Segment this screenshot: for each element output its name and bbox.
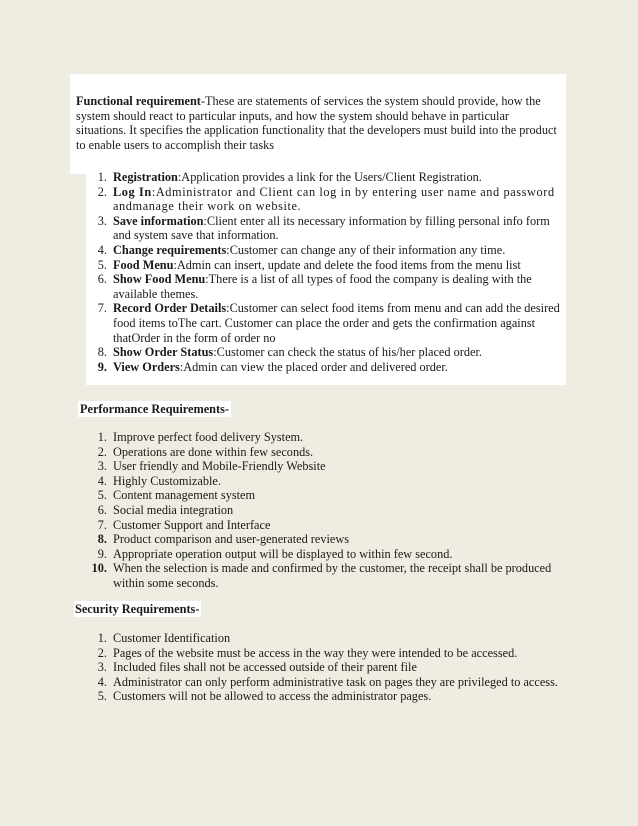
item-text: :Admin can insert, update and delete the food items from the menu list: [173, 257, 521, 272]
list-item: [97, 674, 563, 690]
item-text: :Customer can check the status of his/her placed order.: [213, 345, 482, 360]
item-number: 10.: [91, 561, 107, 576]
list-item: [97, 689, 563, 704]
item-number: 3.: [97, 660, 107, 675]
item-text: Customer Identification: [113, 631, 231, 645]
item-term: View Orders: [113, 359, 180, 374]
list-item: [97, 242, 563, 258]
item-number: 4.: [97, 674, 107, 689]
list-item: [97, 301, 563, 345]
item-number: 8.: [97, 532, 107, 547]
list-item: [97, 546, 563, 562]
item-text: Operations are done within few seconds.: [113, 444, 314, 459]
list-item: [97, 170, 563, 185]
list-item: [97, 184, 563, 214]
list-item: [97, 459, 563, 474]
item-number: 7.: [97, 301, 107, 316]
item-term: Change requirements: [113, 242, 227, 257]
item-text: Pages of the website must be access in the way they were intended to be accessed.: [113, 645, 518, 660]
item-term: Record Order Details: [113, 301, 227, 316]
list-item: [97, 345, 563, 360]
list-item: [97, 488, 563, 503]
item-term: Log In: [113, 184, 152, 199]
list-item: [97, 532, 563, 547]
item-term: Show Food Menu: [113, 272, 206, 287]
item-text: :Application provides a link for the Users/Client Registration.: [177, 170, 482, 184]
item-text: Improve perfect food delivery System.: [113, 430, 304, 444]
item-term: Food Menu: [113, 257, 174, 272]
security-heading-text: Security Requirements-: [75, 602, 200, 616]
item-number: 1.: [97, 631, 107, 645]
item-text: :There is a list of all types of food the company is dealing with the available themes.: [113, 272, 532, 301]
item-number: 4.: [97, 473, 107, 488]
list-item: [97, 631, 563, 646]
list-item: [97, 502, 563, 518]
list-item: [97, 473, 563, 489]
item-number: 3.: [97, 459, 107, 474]
item-text: Appropriate operation output will be displayed to within few second.: [113, 546, 453, 561]
item-text: :Client enter all its necessary information by filling personal info form and system save that information.: [113, 213, 550, 243]
item-term: Show Order Status: [113, 345, 214, 360]
item-text: :Administrator and Client can log in by entering user name and password andmanage their work on website.: [113, 184, 555, 214]
functional-paragraph: [76, 94, 562, 152]
performance-heading: [78, 402, 231, 417]
item-term: Registration: [113, 170, 178, 184]
list-item: [97, 213, 563, 243]
list-item: [97, 257, 563, 273]
item-number: 9.: [97, 546, 107, 561]
item-text: Social media integration: [113, 502, 234, 517]
item-number: 2.: [97, 184, 107, 199]
functional-heading: Functional requirement: [76, 94, 201, 108]
item-number: 9.: [97, 359, 107, 374]
item-number: 5.: [97, 488, 107, 503]
item-term: Save information: [113, 213, 204, 228]
item-text: :Admin can view the placed order and delivered order.: [179, 359, 448, 374]
item-number: 4.: [97, 242, 107, 257]
performance-heading-text: Performance Requirements-: [80, 402, 229, 416]
item-text: Included files shall not be accessed outside of their parent file: [113, 660, 417, 675]
list-item: [91, 561, 563, 590]
item-number: 2.: [97, 444, 107, 459]
item-number: 1.: [97, 170, 107, 184]
item-number: 1.: [97, 430, 107, 444]
item-text: User friendly and Mobile-Friendly Website: [113, 459, 326, 474]
item-text: When the selection is made and confirmed by the customer, the receipt shall be produced within some seconds.: [113, 561, 552, 590]
item-number: 8.: [97, 345, 107, 360]
item-text: Product comparison and user-generated reviews: [113, 532, 350, 547]
list-item: [97, 430, 563, 445]
security-heading: [74, 602, 201, 617]
item-text: Content management system: [113, 488, 256, 503]
functional-text: -These are statements of services the system should provide, how the system should react to particular inputs, and how the system should behave in particular situations. It specifies the application functionality that the developers must build into the product to enable users to accomplish their tasks: [76, 94, 557, 152]
security-list: [97, 631, 563, 704]
item-number: 7.: [97, 517, 107, 532]
list-item: [97, 645, 563, 661]
item-number: 5.: [97, 257, 107, 272]
item-text: Administrator can only perform administrative task on pages they are privileged to access.: [113, 674, 558, 689]
item-number: 2.: [97, 645, 107, 660]
item-number: 6.: [97, 272, 107, 287]
item-text: Customers will not be allowed to access the administrator pages.: [113, 689, 432, 704]
item-text: :Customer can select food items from menu and can add the desired food items toThe cart. Customer can place the order and gets the confirmation against thatOrder in the form of order no: [113, 301, 560, 345]
list-item: [97, 272, 563, 301]
performance-list: [91, 430, 563, 591]
list-item: [97, 660, 563, 675]
item-number: 6.: [97, 502, 107, 517]
list-item: [97, 444, 563, 460]
list-item: [97, 359, 563, 375]
item-text: Customer Support and Interface: [113, 517, 271, 532]
item-text: Highly Customizable.: [113, 473, 221, 488]
item-text: :Customer can change any of their information any time.: [226, 242, 506, 257]
functional-list: [97, 170, 563, 374]
item-number: 3.: [97, 213, 107, 228]
item-number: 5.: [97, 689, 107, 704]
list-item: [97, 517, 563, 533]
